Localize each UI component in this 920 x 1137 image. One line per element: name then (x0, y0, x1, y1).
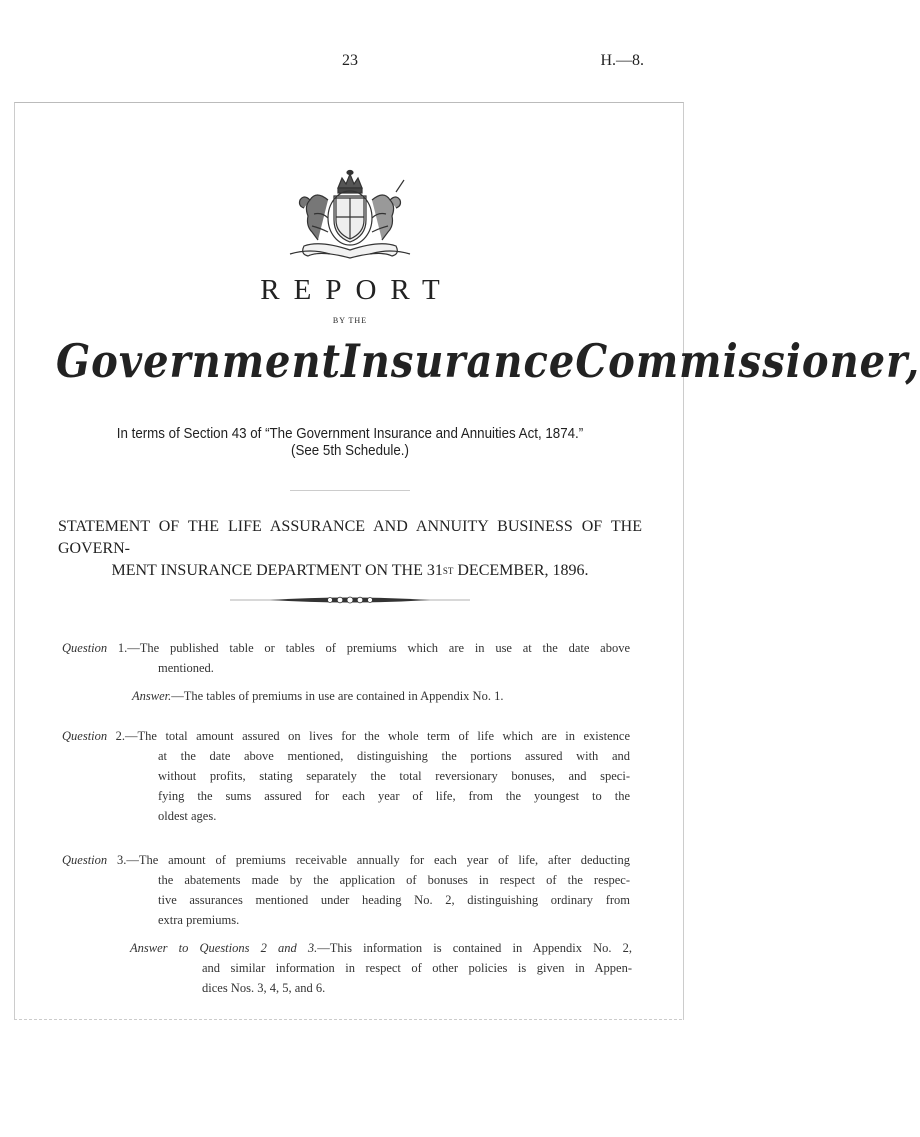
office-title-word-insurance: Insurance (341, 334, 576, 389)
ordinal-suffix: ST (442, 566, 454, 576)
terms-line-1: In terms of Section 43 of “The Government Insurance and Annuities Act, 1874.” (116, 426, 584, 442)
series-number: H.—8. (600, 52, 644, 69)
royal-coat-of-arms-icon (270, 170, 430, 260)
by-the-line: BY THE (332, 316, 368, 325)
ornamental-rule-icon (230, 596, 470, 604)
question-1-lead: Question 1.—The published table or tables of premiums which are in use at the date above (62, 641, 631, 655)
terms-of-act (28, 426, 672, 460)
office-title-word-government: Government (56, 334, 342, 389)
question-1 (62, 638, 630, 678)
question-3 (62, 850, 630, 930)
office-title-word-commissioner: Commissioner, (575, 334, 920, 389)
question-3-line: the abatements made by the application of bonuses in respect of the respec- (158, 873, 630, 887)
question-3-line: tive assurances mentioned under heading No. 2, distinguishing ordinary from (158, 893, 630, 907)
question-3-lead: Question 3.—The amount of premiums receivable annually for each year of life, after deducting (62, 853, 630, 867)
terms-line-2: (See 5th Schedule.) (291, 443, 409, 459)
question-2 (62, 726, 630, 826)
report-heading: REPORT (260, 274, 454, 306)
answer-2-3 (130, 938, 632, 998)
question-3-line: extra premiums. (158, 913, 240, 927)
question-2-line: fying the sums assured for each year of life, from the youngest to the (158, 789, 630, 803)
statement-line-2: MENT INSURANCE DEPARTMENT ON THE 31ST DECEMBER, 1896. (111, 562, 589, 579)
answer-2-3-lead: Answer to Questions 2 and 3.—This information is contained in Appendix No. 2, (130, 941, 632, 955)
question-1-line: mentioned. (158, 661, 214, 675)
question-2-line: oldest ages. (158, 809, 217, 823)
page-frame-bottom (14, 1019, 682, 1020)
question-2-lead: Question 2.—The total amount assured on lives for the whole term of life which are in existence (62, 729, 630, 743)
question-2-line: at the date above mentioned, distinguishing the portions assured with and (158, 749, 630, 763)
page-number: 23 (342, 52, 358, 69)
statement-heading (58, 516, 642, 582)
divider-rule (290, 490, 410, 491)
answer-2-3-line: and similar information in respect of other policies is given in Appen- (202, 961, 632, 975)
office-title (56, 334, 920, 389)
answer-1: Answer.—The tables of premiums in use are contained in Appendix No. 1. (132, 689, 504, 703)
answer-2-3-line: dices Nos. 3, 4, 5, and 6. (202, 981, 326, 995)
question-2-line: without profits, stating separately the total reversionary bonuses, and speci- (158, 769, 630, 783)
statement-line-1: STATEMENT OF THE LIFE ASSURANCE AND ANNUITY BUSINESS OF THE GOVERN- (58, 518, 642, 557)
